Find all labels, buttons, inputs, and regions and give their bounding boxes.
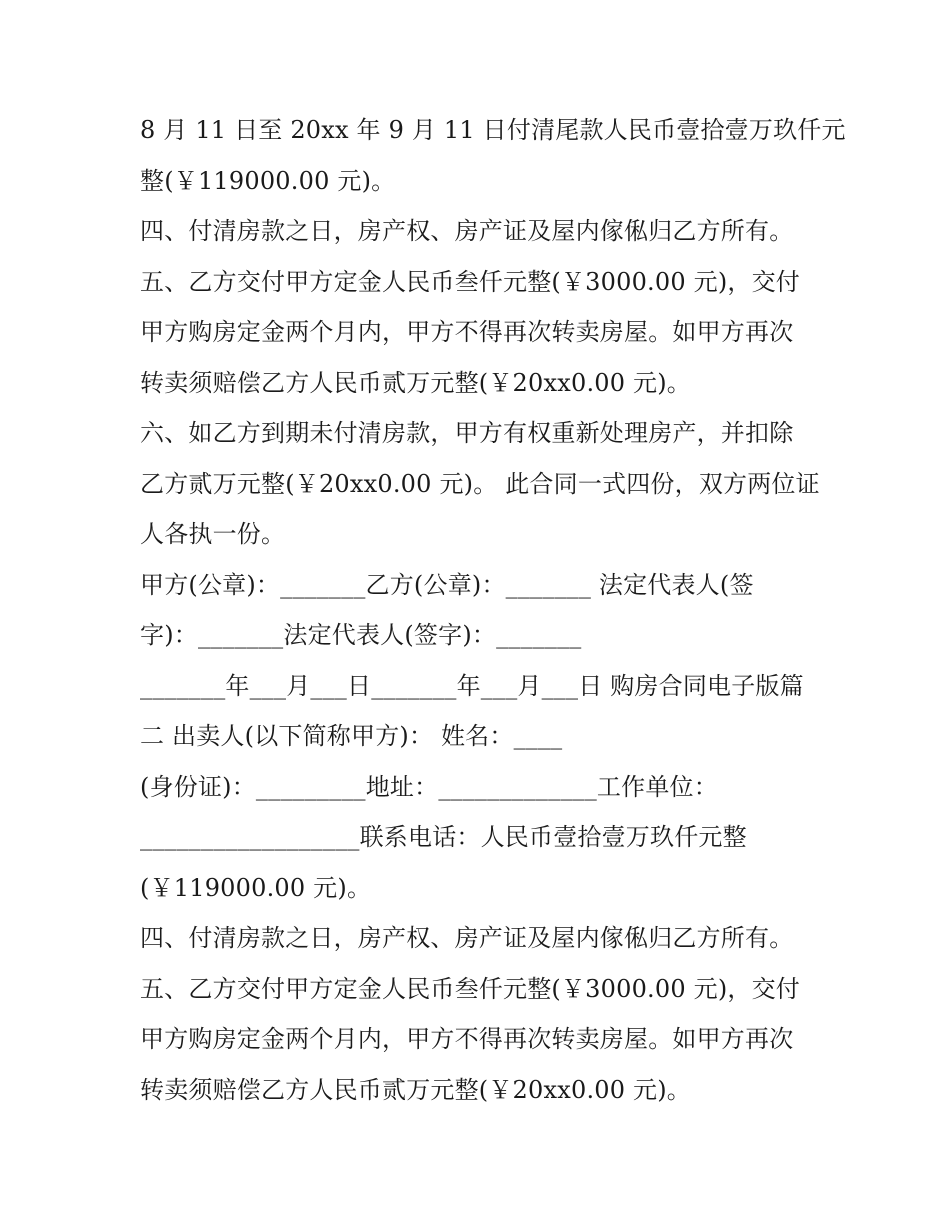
text-line: 整(￥119000.00 元)。: [140, 166, 396, 195]
text-line: 四、付清房款之日，房产权、房产证及屋内傢俬归乙方所有。: [140, 217, 794, 245]
text-line: (￥119000.00 元)。: [140, 873, 372, 902]
signature-line: 字)：_______法定代表人(签字)：_______: [140, 621, 582, 649]
text-line: 乙方贰万元整(￥20xx0.00 元)。 此合同一式四份，双方两位证: [140, 469, 820, 498]
text-line: 转卖须赔偿乙方人民币贰万元整(￥20xx0.00 元)。: [140, 368, 692, 397]
text-line: 8 月 11 日至 20xx 年 9 月 11 日付清尾款人民币壹拾壹万玖仟元: [140, 116, 846, 144]
date-line: _______年___月___日_______年___月___日 购房合同电子版篇: [140, 671, 804, 700]
signature-line: 甲方(公章)：_______乙方(公章)：_______ 法定代表人(签: [140, 570, 754, 599]
form-field-line: __________________联系电话：人民币壹拾壹万玖仟元整: [140, 823, 747, 851]
form-field-line: (身份证)：_________地址：_____________工作单位：: [140, 772, 718, 801]
text-line: 六、如乙方到期未付清房款，甲方有权重新处理房产，并扣除: [140, 419, 794, 447]
text-line: 四、付清房款之日，房产权、房产证及屋内傢俬归乙方所有。: [140, 924, 794, 952]
text-line: 二 出卖人(以下简称甲方)： 姓名：____: [140, 722, 563, 750]
text-line: 人各执一份。: [140, 520, 286, 548]
text-line: 五、乙方交付甲方定金人民币叁仟元整(￥3000.00 元)，交付: [140, 974, 800, 1003]
text-line: 甲方购房定金两个月内，甲方不得再次转卖房屋。如甲方再次: [140, 318, 794, 346]
document-body: [140, 107, 846, 1117]
text-line: 甲方购房定金两个月内，甲方不得再次转卖房屋。如甲方再次: [140, 1025, 794, 1053]
text-line: 五、乙方交付甲方定金人民币叁仟元整(￥3000.00 元)，交付: [140, 267, 800, 296]
text-line: 转卖须赔偿乙方人民币贰万元整(￥20xx0.00 元)。: [140, 1075, 692, 1104]
